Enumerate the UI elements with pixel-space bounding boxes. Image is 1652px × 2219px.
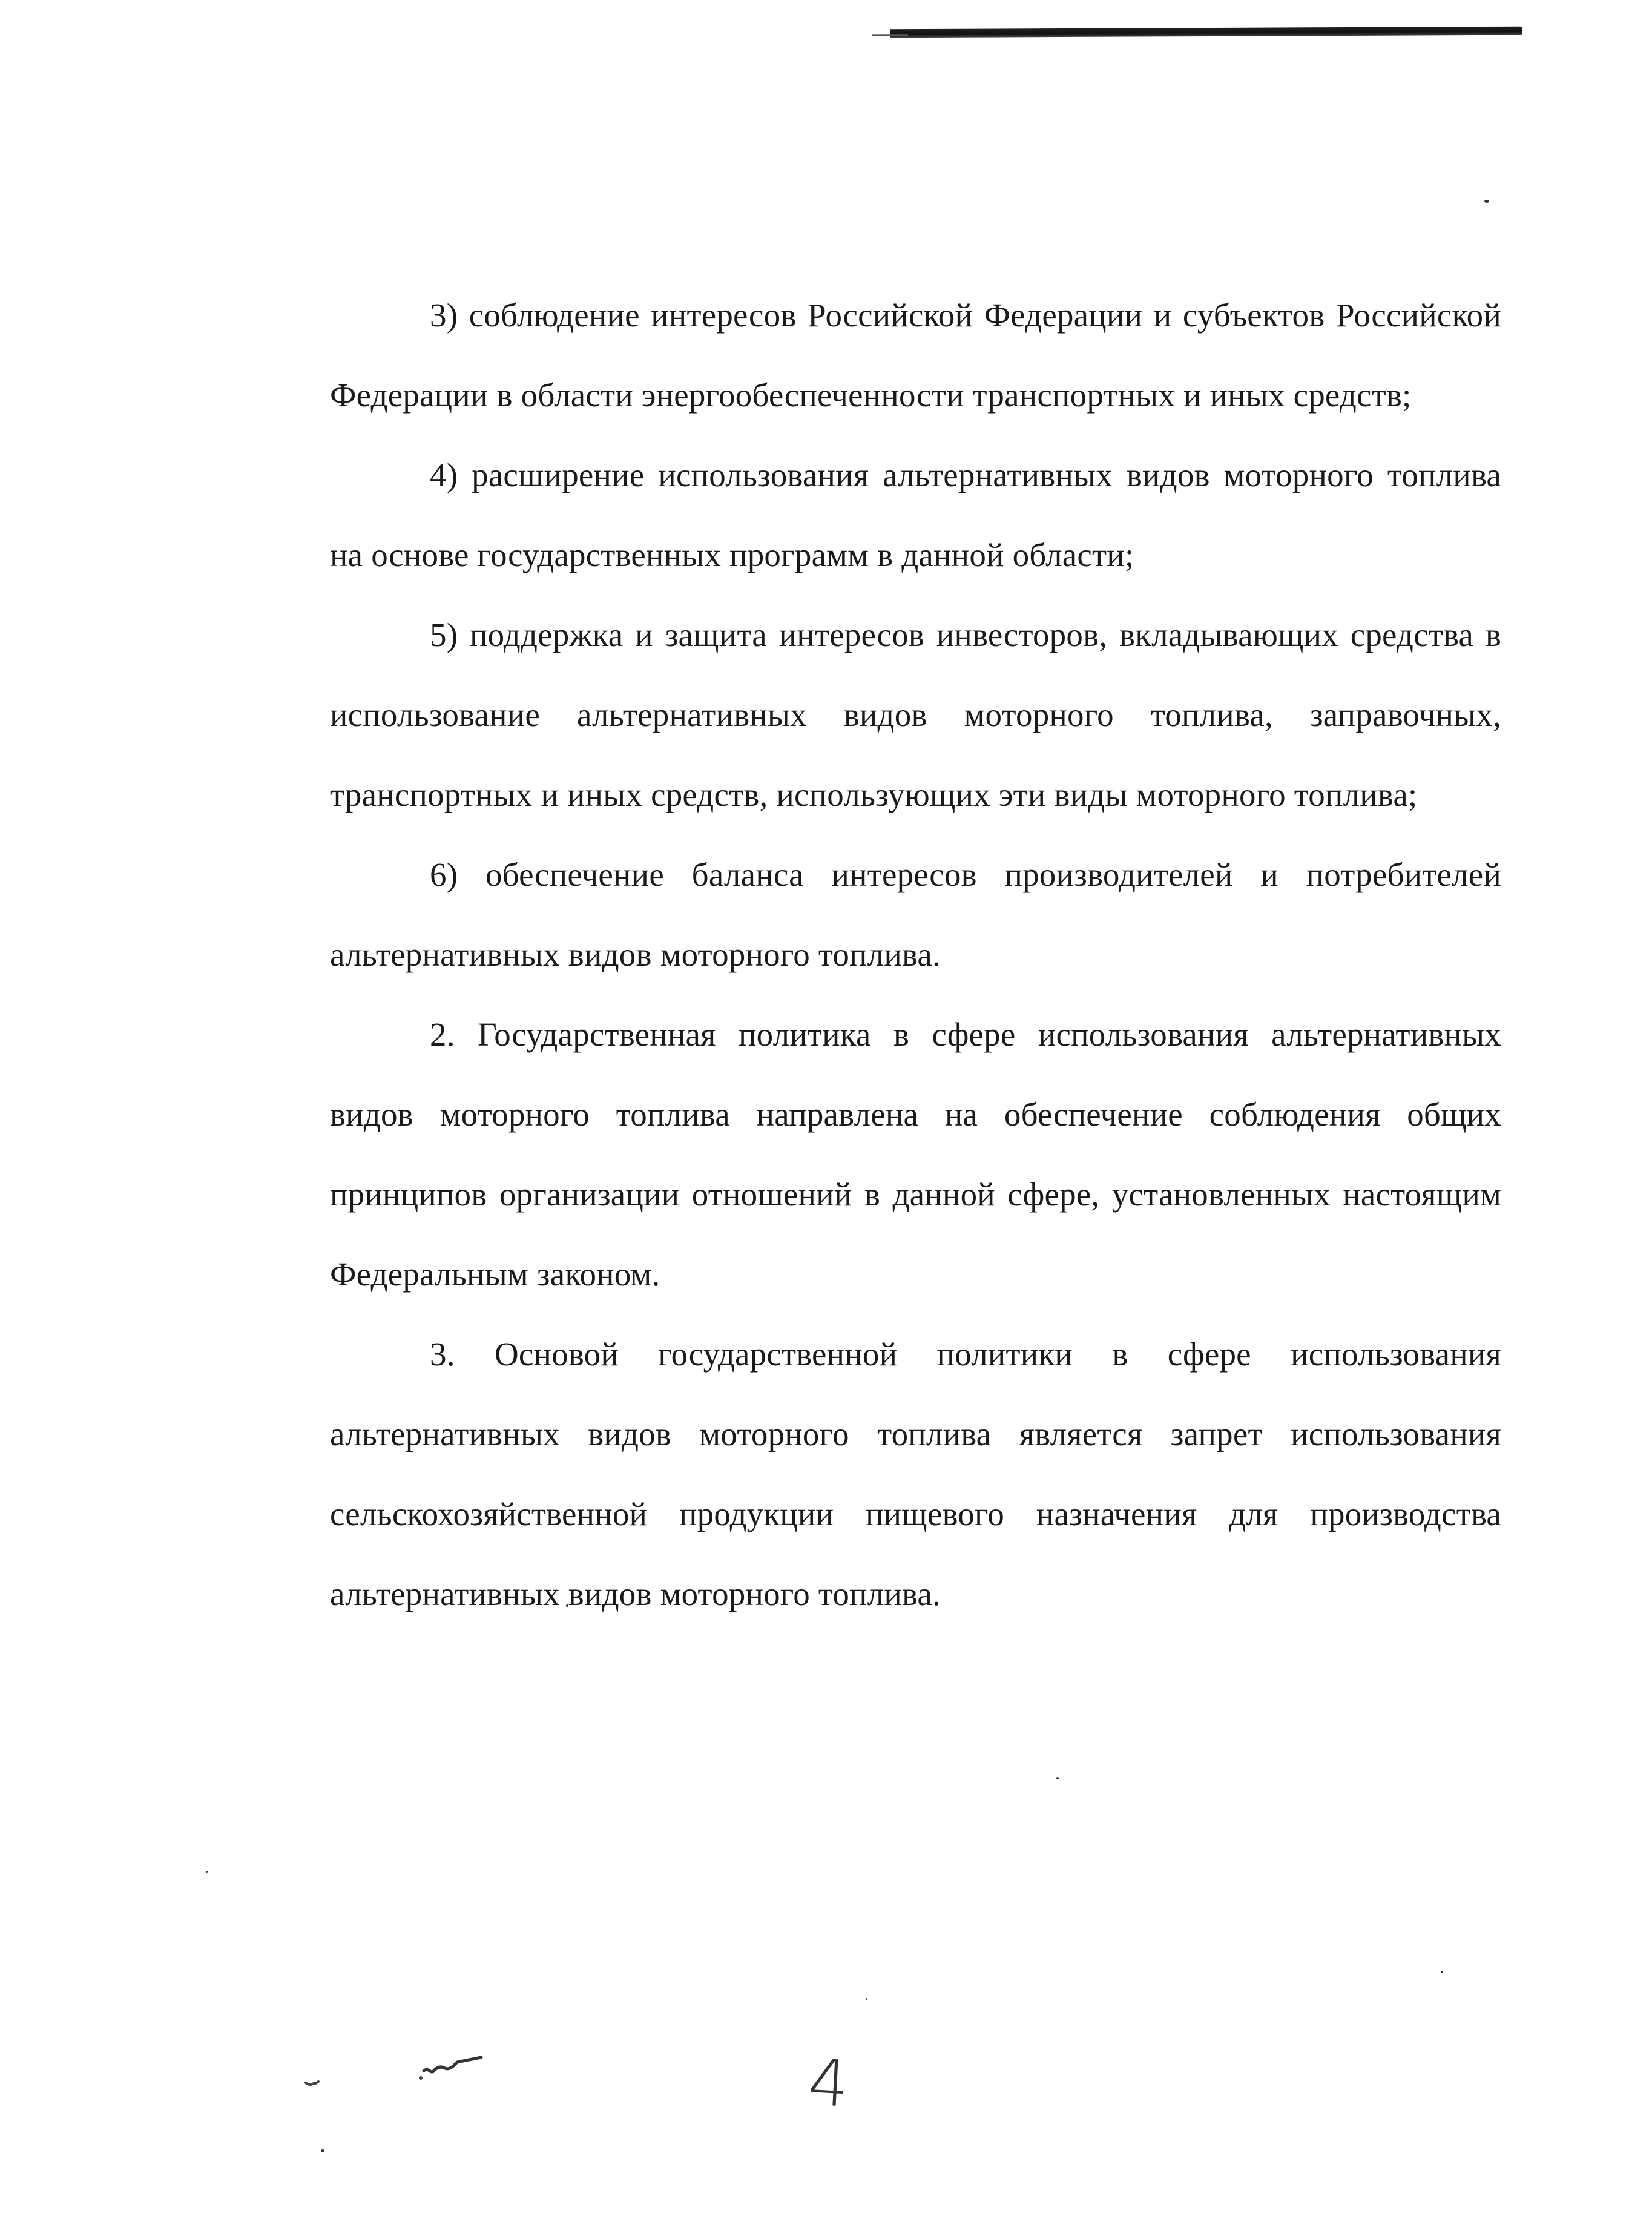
scan-speck bbox=[206, 1871, 208, 1873]
paragraph-item-4: 4) расширение использования альтернативных видов моторного топлива на основе государственных программ в данной области; bbox=[330, 457, 1501, 573]
paragraph-section-3: 3. Основой государственной политики в сфере использования альтернативных видов моторного топлива является запрет использования сельскохозяйственной продукции пищевого назначения для производства альтернативных видов моторного топлива. bbox=[330, 1336, 1501, 1612]
scan-mark bbox=[303, 2034, 508, 2107]
scan-speck bbox=[321, 2149, 324, 2152]
page-number: 4 bbox=[806, 2045, 851, 2122]
scan-speck bbox=[866, 1998, 867, 2000]
scan-speck bbox=[1056, 1777, 1059, 1779]
scan-edge-rule bbox=[890, 27, 1522, 38]
scan-speck bbox=[1441, 1971, 1443, 1973]
paragraph-item-3: 3) соблюдение интересов Российской Федерации и субъектов Российской Федерации в области энергообеспеченности транспортных и иных средств; bbox=[330, 297, 1501, 414]
scan-speck bbox=[1484, 200, 1489, 203]
paragraph-item-5: 5) поддержка и защита интересов инвесторов, вкладывающих средства в использование альтернативных видов моторного топлива, заправочных, транспортных и иных средств, использующих эти виды моторного топлива; bbox=[330, 616, 1501, 813]
paragraph-item-6: 6) обеспечение баланса интересов производителей и потребителей альтернативных видов моторного топлива. bbox=[330, 856, 1501, 973]
document-body bbox=[330, 275, 1501, 1634]
paragraph-section-2: 2. Государственная политика в сфере использования альтернативных видов моторного топлива направлена на обеспечение соблюдения общих принципов организации отношений в данной сфере, установленных настоящим Федеральным законом. bbox=[330, 1016, 1501, 1293]
